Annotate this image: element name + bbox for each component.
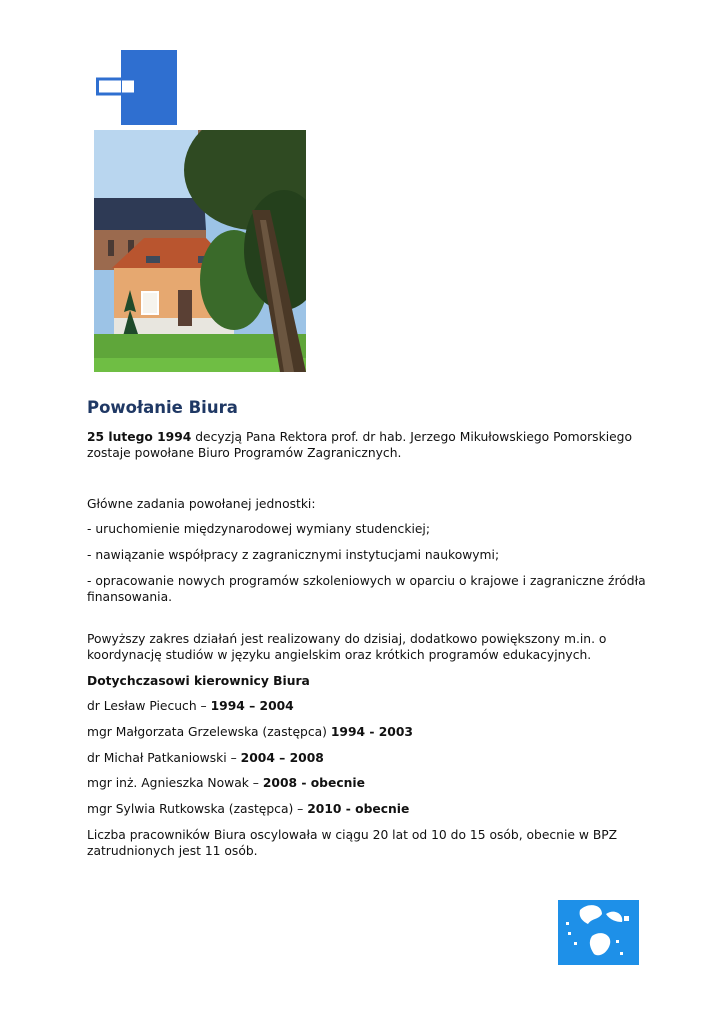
- scope-paragraph: Powyższy zakres działań jest realizowany do dzisiaj, dodatkowo powiększony m.in. o koordynację studiów w języku angielskim oraz krótkich programów edukacyjnych.: [87, 632, 607, 662]
- office-logo-icon: [96, 50, 177, 125]
- task-item: - opracowanie nowych programów szkoleniowych w oparciu o krajowe i zagraniczne źródła finansowania.: [87, 574, 646, 604]
- intro-paragraph: [87, 429, 647, 461]
- globe-logo-icon: [558, 900, 639, 965]
- founding-date: 25 lutego 1994: [87, 430, 192, 444]
- tasks-label: Główne zadania powołanej jednostki:: [87, 497, 316, 511]
- task-item: - uruchomienie międzynarodowej wymiany studenckiej;: [87, 522, 430, 536]
- head-entry: mgr Małgorzata Grzelewska (zastępca) 1994 - 2003: [87, 725, 413, 739]
- building-photo: [94, 130, 306, 372]
- task-item: - nawiązanie współpracy z zagranicznymi instytucjami naukowymi;: [87, 548, 500, 562]
- head-entry: mgr Sylwia Rutkowska (zastępca) – 2010 - obecnie: [87, 802, 410, 816]
- head-entry: mgr inż. Agnieszka Nowak – 2008 - obecnie: [87, 776, 365, 790]
- head-entry: dr Michał Patkaniowski – 2004 – 2008: [87, 751, 324, 765]
- staff-paragraph: Liczba pracowników Biura oscylowała w ciągu 20 lat od 10 do 15 osób, obecnie w BPZ zatrudnionych jest 11 osób.: [87, 828, 618, 858]
- head-entry: dr Lesław Piecuch – 1994 – 2004: [87, 699, 294, 713]
- intro-text: decyzją Pana Rektora prof. dr hab. Jerzego Mikułowskiego Pomorskiego zostaje powołane Biuro Programów Zagranicznych.: [87, 430, 633, 460]
- heads-heading: Dotychczasowi kierownicy Biura: [87, 674, 310, 688]
- page-title: Powołanie Biura: [87, 398, 238, 417]
